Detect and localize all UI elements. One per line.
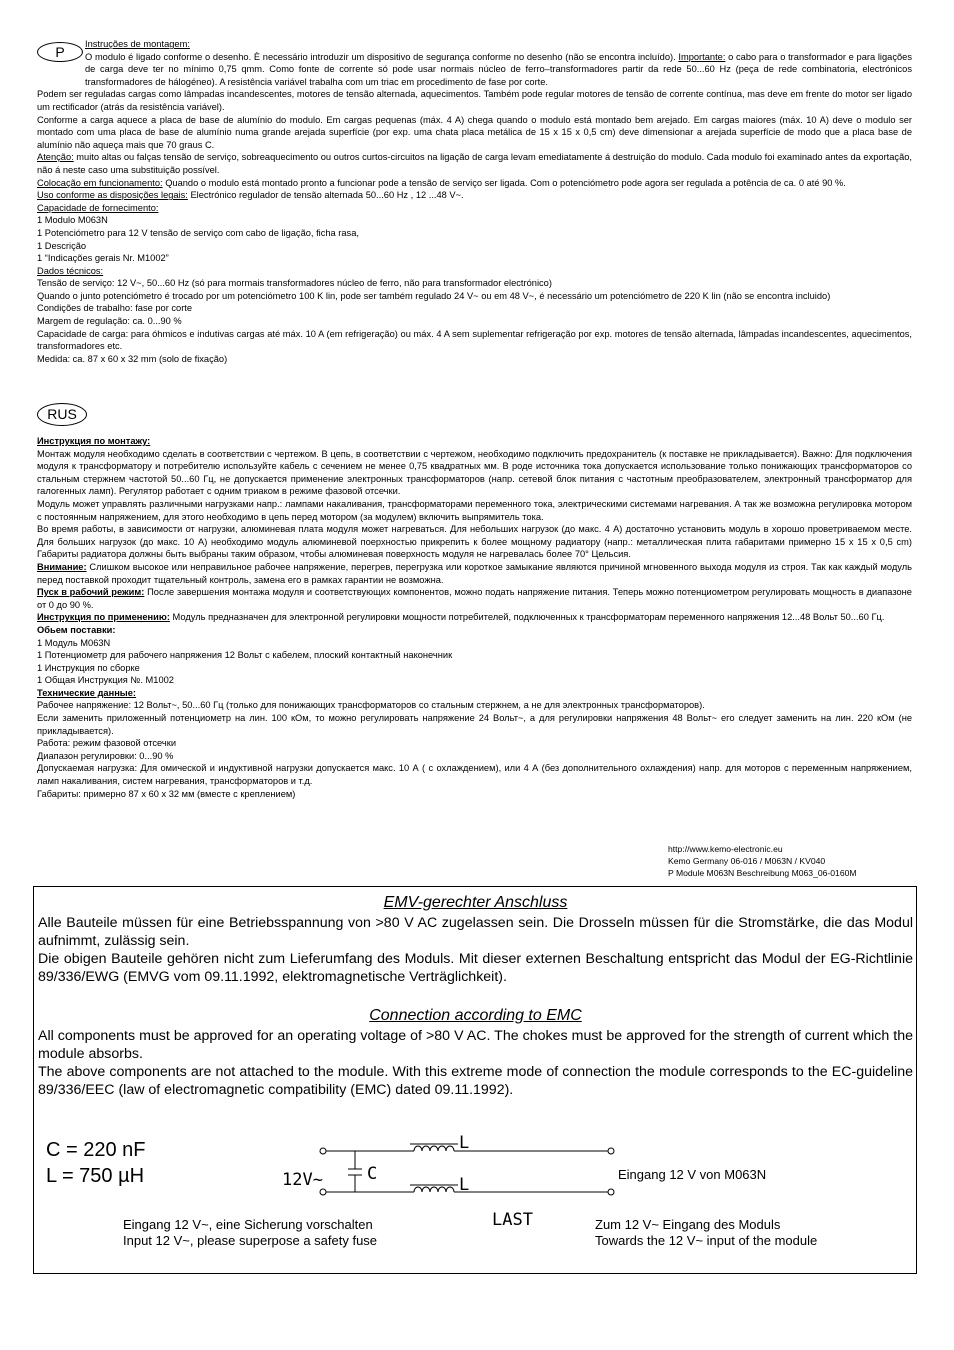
emv-de-p2: Die obigen Bauteile gehören nicht zum Lieferumfang des Moduls. Mit dieser externen Beschaltung entspricht das Modul der EG-Richtlinie 89/336/EWG (EMVG vom 09.11.1992, elektromagnetische Verträglichkeit).	[38, 951, 913, 985]
label-l-bottom: L	[459, 1175, 470, 1195]
ru-attention: Внимание: Слишком высокое или неправильное рабочее напряжение, перегрев, перегрузка или короткое замыкание являются причиной мгновенного выхода модуля из строя. Так как каждый модуль перед поставкой проходит тщательный контроль, замена его в рамках гарантии не возможна.	[37, 561, 913, 585]
pt-tech-item: Quando o junto potenciómetro é trocado por um potenciómetro 100 K lin, pode ser também regulado 24 V~ ou em 48 V~, é necessário um potenciómetro de 220 K lin (não se encontra incluido)	[37, 290, 831, 301]
ru-tech-item: Рабочее напряжение: 12 Вольт~, 50...60 Гц (только для понижающих трансформаторов со стальным стержнем, а не для электронных трансформаторов).	[37, 700, 705, 711]
label-last: LAST	[492, 1210, 533, 1230]
footer-line: P Module M063N Beschreibung M063_06-0160M	[668, 868, 857, 878]
pt-scope-item: 1 Modulo M063N	[37, 215, 108, 226]
pt-tech-item: Condições de trabalho: fase por corte	[37, 303, 193, 314]
ru-scope-item: 1 Модуль М063N	[37, 637, 111, 648]
pt-scope-item: 1 Potenciómetro para 12 V tensão de serviço com cabo de ligação, ficha rasa,	[37, 227, 359, 238]
ru-tech-item: Работа: режим фазовой отсечки	[37, 738, 177, 749]
eingang-label: Eingang 12 V von M063N	[618, 1167, 767, 1182]
input-caption-de: Eingang 12 V~, eine Sicherung vorschalten	[123, 1217, 373, 1232]
emv-en-p2: The above components are not attached to the module. With this extreme mode of connection the module corresponds to the EC-guideline 89/336/EEC (law of electromagnetic compatibility (EMC) dated 09.11.1992).	[38, 1064, 913, 1098]
emv-en-p1: All components must be approved for an operating voltage of >80 V AC. The chokes must be approved for the strength of current which the module absorbs.	[38, 1028, 913, 1062]
ru-scope-item: 1 Инструкция по сборке	[37, 662, 140, 673]
ru-tech-item: Если заменить приложенный потенциометр на лин. 100 кОм, то можно регулировать напряжение 24 Вольт~, а для регулировки напряжения 48 Вольт~ его следует заменить на лин. 220 кОм (не прикладывается).	[37, 713, 912, 736]
footer-info	[668, 843, 857, 879]
pt-tech-label: Dados técnicos:	[37, 265, 104, 276]
pt-heading: Instruções de montagem:	[85, 39, 190, 49]
output-caption	[595, 1217, 817, 1249]
ru-heading: Инструкция по монтажу:	[37, 436, 151, 446]
pt-scope-item: 1 Descrição	[37, 240, 87, 251]
pt-scope-item: 1 “Indicações gerais Nr. M1002”	[37, 253, 169, 264]
terminal-top-right	[608, 1148, 614, 1154]
ru-tech-item: Габариты: примерно 87 х 60 х 32 мм (вместе с креплением)	[37, 788, 296, 799]
pt-tech-item: Tensão de serviço: 12 V~, 50...60 Hz (só para mormais transformadores núcleo de ferro, não para transformador electrónico)	[37, 278, 552, 289]
ru-scope-label: Обьем поставки:	[37, 624, 116, 635]
pt-tech-item: Medida: ca. 87 x 60 x 32 mm (solo de fixação)	[37, 353, 228, 364]
footer-url[interactable]: http://www.kemo-electronic.eu	[668, 844, 783, 854]
pt-p2: Podem ser reguladas cargas como lâmpadas incandescentes, motores de tensão alternada, aquecimentos. Também pode regular motores de tensão de corrente contínua, mas deve em frente do motor ser ligado um rectificador (atrás da resistência variável).	[37, 89, 912, 112]
emv-en-title: Connection according to EMC	[369, 1007, 582, 1024]
terminal-bottom-right	[608, 1189, 614, 1195]
ru-p2: Модуль может управлять различными нагрузками напр.: лампами накаливания, трансформаторами переменного тока, электрическими системами нагревания. А так же возможна регулировка мотором с постоянным напряжением, для этого необходимо в цепь перед мотором (за модулем) включить выпрямитель тока.	[37, 498, 912, 522]
badge-rus: RUS	[37, 403, 87, 426]
label-l-top: L	[459, 1133, 470, 1153]
output-caption-de: Zum 12 V~ Eingang des Moduls	[595, 1217, 781, 1232]
ru-tech-item: Допускаемая нагрузка: Для омической и индуктивной нагрузки допускается макс. 10 А ( с охлаждением), или 4 А (без дополнительного охлаждения) напр. для моторов с переменным напряжением, ламп накаливания, систем нагревания, трансформаторов и т.д.	[37, 763, 912, 787]
pt-p1: O modulo é ligado conforme o desenho. È necessário introduzir um dispositivo de segurança conforme no desenho (não se encontra incluído). Importante: o cabo para o transformador e para ligações de carga deve ter no mínimo 0,75 qmm. Como fonte de corrente só pode usar normais núcleo de ferro–transformadores partir da rede 50...60 Hz (peça de rede combinatoria, electrónicos transformadores de hálogéneo). A resistência variável trabalha com um triac em procedimento de fase por corte.	[85, 51, 912, 87]
footer-line: Kemo Germany 06-016 / M063N / KV040	[668, 856, 826, 866]
inductor-top	[414, 1146, 454, 1151]
pt-attention: Atenção: muito altas ou falças tensão de serviço, sobreaquecimento ou outros curtos-circuitos na ligação de carga levam emediatamente á destruição do modulo. Cada modulo foi examinado antes da exportação, não á neste caso uma substituição possível.	[37, 152, 912, 175]
ru-scope-item: 1 Потенциометр для рабочего напряжения 12 Вольт с кабелем, плоский контактный наконечник	[37, 650, 453, 661]
portuguese-section	[37, 38, 912, 365]
input-caption	[123, 1217, 377, 1249]
pt-tech-item: Capacidade de carga: para óhmicos e indutivas cargas até máx. 10 A (em refrigeração) ou máx. 4 A sem suplementar refrigeração por exp. motores de tensão alternada, lâmpadas incandescentes, aquecimentos, transformadores etc.	[37, 328, 912, 352]
ru-use: Инструкция по применению: Модуль предназначен для электронной регулировки мощности потребителей, подключенных к трансформаторам переменного напряжения 12...48 Вольт 50...60 Гц.	[37, 612, 885, 623]
ru-p1: Монтаж модуля необходимо сделать в соответствии с чертежом. В цепь, в соответствии с чертежом, необходимо подключить предохранитель (к поставке не прикладывается). Важно: Для подключения модуля к трансформатору и потребителю используйте кабель с сечением не менее 0,75 квадратных мм. В роде источника тока допускается использование только понижающих трансформаторов со стальным стержнем частотой 50...60 Гц, не допускается применение электронных трансформаторов (напр. сетевой блок питания с частотным преобразователем, электронный трансформатор для галогенных ламп). Регулятор работает с одним триаком в режиме фазовой отсечки.	[37, 448, 912, 497]
inductor-value: L = 750 µH	[46, 1165, 145, 1187]
russian-section	[37, 435, 912, 800]
pt-p3: Conforme a carga aquece a placa de base de alumínio do modulo. Em cargas pequenas (máx. 4 A) chega quando o modulo está montado bem arejado. Em cargas maiores (máx. 10 A) deve o modulo ser montado com uma placa de base de alumínio numa grande arejada superfície (por exp. uma chata placa metálica de 15 x 15 x 0,5 cm) deve dimensionar a arejada superfície de modo que a placa base de alumínio não aqueça mais que 70 graus C.	[37, 114, 912, 150]
emv-box	[33, 886, 917, 1274]
output-caption-en: Towards the 12 V~ input of the module	[595, 1233, 818, 1248]
ru-startup: Пуск в рабочий режим: После завершения монтажа модуля и соответствующих компонентов, можно подать напряжение питания. Теперь можно потенциометром регулировать мощность в диапазоне от 0 до 90 %.	[37, 587, 912, 610]
ru-tech-item: Диапазон регулировки: 0...90 %	[37, 750, 174, 761]
terminal-top-left	[320, 1148, 326, 1154]
inductor-bottom	[414, 1187, 454, 1192]
label-12v: 12V~	[282, 1170, 323, 1190]
capacitor-value: C = 220 nF	[46, 1139, 146, 1161]
label-c: C	[367, 1164, 378, 1184]
emv-de-p1: Alle Bauteile müssen für eine Betriebsspannung von >80 V AC zugelassen sein. Die Drosseln müssen für die Stromstärke, die das Modul aufnimmt, zulässig sein.	[38, 915, 913, 949]
pt-use: Uso conforme as disposições legais: Electrónico regulador de tensão alternada 50...60 Hz , 12 ...48 V~.	[37, 190, 464, 201]
emv-de-title: EMV-gerechter Anschluss	[383, 894, 568, 911]
ru-p3: Во время работы, в зависимости от нагрузки, алюминевая плата модуля может нагреваться. Для небольших нагрузок (до макс. 4 А) достаточно установить модуль в хорошо проветриваемом месте. Для больших нагрузок (до макс. 10 А) необходимо модуль алюминевой поерхностью прикрепить к более мощному радиатору (напр.: металлическая плита габаритами примерно 15 х 15 х 0,5 cm) Габариты радиатора должны быть выбраны таким образом, чтобы алюминевая поверхность модуля не нагревалась более 70° Цельсия.	[37, 524, 912, 560]
pt-startup: Colocação em funcionamento: Quando o modulo está montado pronto a funcionar pode a tensão de serviço ser ligada. Com o potenciómetro pode agora ser regulada a potência de ca. 0 até 90 %.	[37, 177, 846, 188]
badge-p: P	[37, 42, 83, 62]
ru-tech-label: Технические данные:	[37, 687, 137, 698]
pt-scope-label: Capacidade de fornecimento:	[37, 202, 159, 213]
pt-tech-item: Margem de regulação: ca. 0...90 %	[37, 316, 182, 327]
ru-scope-item: 1 Общая Инструкция №. М1002	[37, 675, 174, 686]
input-caption-en: Input 12 V~, please superpose a safety fuse	[123, 1233, 378, 1248]
